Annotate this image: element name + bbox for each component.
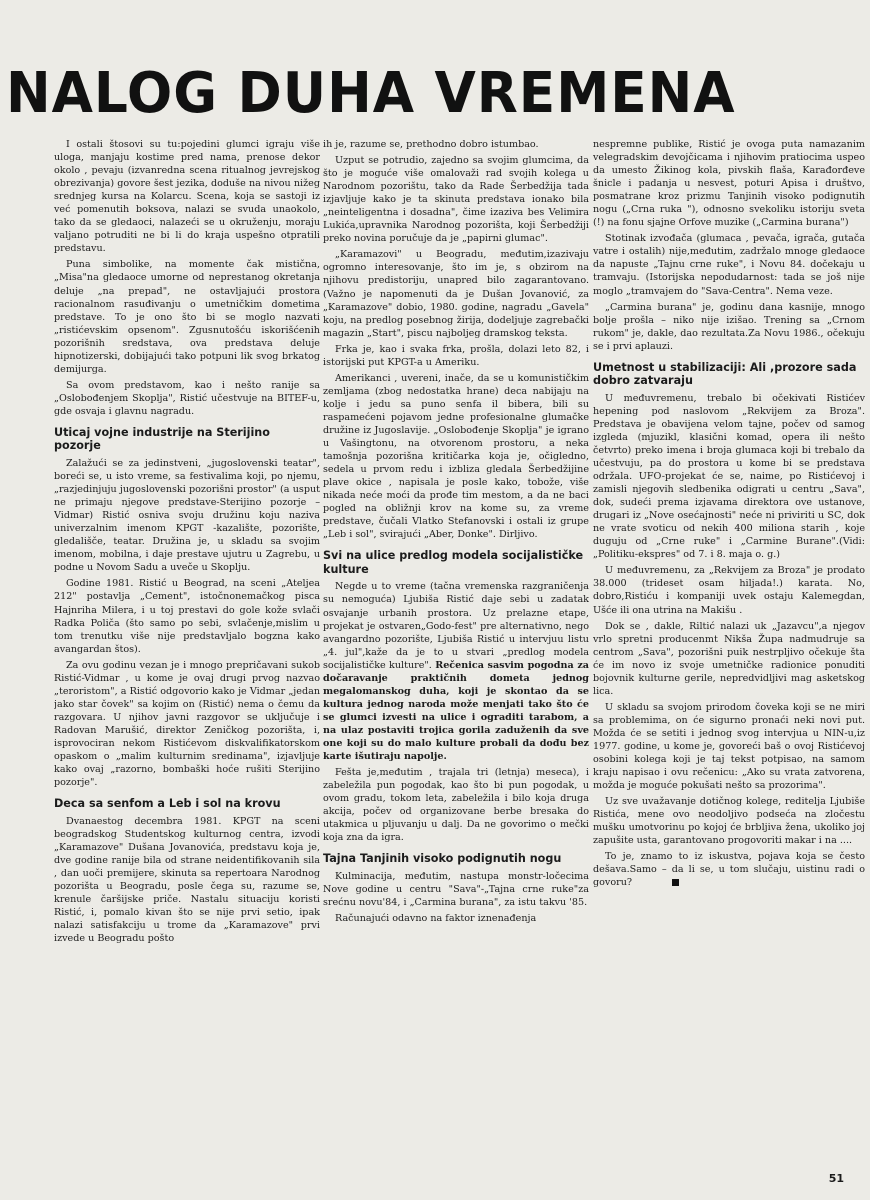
column-2 bbox=[323, 138, 589, 1178]
paragraph: „Karamazovi" u Beogradu, međutim,izazivaju ogromno interesovanje, što im je, s obzirom na njihovu predistoriju, unapred bilo zagarantovano. (Važno je napomenuti da je Dušan Jovanović, za „Karamazove" dobio, 1980. godine, nagradu „Gavela" koju, na predlog posebnog žirija, dodeljuje zagrebački magazin „Start", piscu najboljeg dramskog teksta. bbox=[323, 249, 589, 339]
paragraph: ih je, razume se, prethodno dobro istumbao. bbox=[323, 139, 539, 150]
paragraph: Računajući odavno na faktor iznenađenja bbox=[335, 912, 537, 924]
section-heading: Deca sa senfom a Leb i sol na krovu bbox=[54, 797, 281, 811]
paragraph: Godine 1981. Ristić u Beograd, na sceni „Ateljea 212" postavlja „Cement", istočnonemačkog pisca Hajnriha Milera, i u toj prestavi do gole kože svlači Radka Poliča (što samo po sebi, svlačenje,mislim u tom trenutku više nije predstavljalo bogzna kako avangardan štos). bbox=[54, 578, 320, 655]
paragraph: Dok se , dakle, Riltić nalazi uk „Jazavcu",a njegov vrlo spretni producenmt Nikša Župa nadmudruje sa centrom „Sava", pozorišni puik nestrpljivo očekuje šta će im novo iz svoje umetničke radionice ponuditi bojovnik kulturne gerile, nepredvidljivi mag asketskog lica. bbox=[593, 620, 865, 697]
paragraph: Stotinak izvođača (glumaca , pevača, igrača, gutača vatre i ostalih) nije,međutim, zadržalo mnoge gledaoce da napuste „Tajnu crne ruke", i Novu 84. dočekaju u tramvaju. (Istorijska nepodudarnost: tada se još nije moglo „tramvajem do "Sava-Centra". Nema veze. bbox=[593, 233, 865, 297]
paragraph: I ostali štosovi su tu:pojedini glumci igraju više uloga, manjaju kostime pred nama, prenose dekor okolo , pevaju (izvanredna scena ritualnog jevrejskog obrezivanja) govore šest jezika, doduše na nivou nižeg srednjeg kursa na Kolarcu. Scena, koja se sastoji iz već pomenutih boksova, nalazi se svuda unaokolo, tako da se gledaoci, nalazeći se u okruženju, moraju valjano potruditi ne bi li do kraja uspešno otpratili predstavu. bbox=[54, 139, 320, 255]
paragraph: Za ovu godinu vezan je i mnogo prepričavani sukob Ristić-Vidmar , u kome je ovaj drugi prvog nazvao „teroristom", a Ristić odgovorio kako je Vidmar „jedan jako star čovek" sa kojim on (Ristić) nema o čemu da razgovara. U njihov javni razgovor se uključuje i Radovan Marušić, direktor Zeničkog pozorišta, i, isprovociran nekom Ristićevom diskvalifikatorskom opaskom o „malim kulturnim sredinama", izjavljuje kako ovaj „razorno, bombaški hoće rušiti Sterijino pozorje". bbox=[54, 659, 320, 789]
paragraph: Sa ovom predstavom, kao i nešto ranije sa „Oslobođenjem Skoplja", Ristić učestvuje na BITEF-u, gde osvaja i glavnu nagradu. bbox=[54, 379, 320, 417]
paragraph: nespremne publike, Ristić je ovoga puta namazanim velegradskim devojčicama i njihovim pratiocima uspeo da umesto Žikinog kola, pivskih flaša, Karađorđeve šnicle i padanja u nesvest, poturi Apisa i društvo, posmatrane kroz prizmu Tanjinih visoko podignutih nogu („Crna ruka "), odnosno svekoliku istoriju sveta (!) na fonu sjajne Orfove muzike („Carmina burana") bbox=[593, 139, 865, 229]
article-headline: NALOG DUHA VREMENA bbox=[6, 61, 736, 126]
paragraph: Kulminacija, međutim, nastupa monstr-ločecima Nove godine u centru "Sava"-„Tajna crne ruke"za srećnu novu'84, i „Carmina burana", za istu takvu '85. bbox=[323, 870, 589, 908]
page-number: 51 bbox=[828, 1172, 844, 1185]
column-3 bbox=[593, 138, 865, 1178]
paragraph-text: To je, znamo to iz iskustva, pojava koja se često dešava.Samo – da li se, u tom slučaju, uistinu radi o govoru? bbox=[593, 851, 865, 889]
paragraph bbox=[323, 580, 589, 763]
paragraph: Zalažući se za jedinstveni, „jugoslovenski teatar", boreći se, u isto vreme, sa festivalima koji, po njemu, „razjedinjuju jugoslovenski pozorišni prostor" (a usput ne primaju njegove predstave-Sterijino pozorje – Vidmar) Ristić osniva svoju družinu koju naziva univerzalnim imenom KPGT -kazalište, pozorište, gledališče, teatar. Družina je, u skladu sa svojim imenom, mobilna, i daje prestave ujutru u Zagrebu, u podne u Novom Sadu a uveče u Skoplju. bbox=[54, 457, 320, 574]
paragraph bbox=[593, 850, 865, 889]
paragraph: „Carmina burana" je, godinu dana kasnije, mnogo bolje prošla – niko nije izišao. Trening sa „Crnom rukom" je, dakle, dao rezultata.Za Novu 1986., očekuju se i prvi aplauzi. bbox=[593, 301, 865, 352]
paragraph: U skladu sa svojom prirodom čoveka koji se ne miri sa problemima, on će sigurno pronaći neki novi put. Možda će se setiti i jednog svog intervjua u NIN-u,iz 1977. godine, u kome je, govoreći baš o ovoj Ristićevoj osobini kolega koji je taj tekst potpisao, na samom kraju napisao i ovu rečenicu: „Ako su vrata zatvorena, možda je moguće pokušati nešto sa prozorima". bbox=[593, 701, 865, 792]
section-heading: Uticaj vojne industrije na Sterijino pozorje bbox=[54, 425, 270, 453]
paragraph: Frka je, kao i svaka frka, prošla, dolazi leto 82, i istorijski put KPGT-a u Ameriku. bbox=[323, 343, 589, 368]
paragraph: Puna simbolike, na momente čak mistična, „Misa"na gledaoce umorne od neprestanog okretanja deluje „na prepad", ne ostavljajući prostora racionalnom rasuđivanju o umetničkim dometima predstave. To je ono što bi se moglo nazvati „ristićevskim opsenom". Zgusnutošću iskorišćenih pozorišnih sredstava, ova predstava deluje hipnotizerski, dobijajući tako potpuni lik svog brkatog demijurga. bbox=[54, 259, 320, 375]
column-1 bbox=[54, 138, 320, 1178]
section-heading: Tajna Tanjinih visoko podignutih nogu bbox=[323, 852, 562, 866]
paragraph: Uzput se potrudio, zajedno sa svojim glumcima, da što je moguće više omalovaži rad svojih kolega u Narodnom pozorištu, tako da Rade Šerbedžija tada izjavljuje kako je ta skinuta predstava ionako bila „neinteligentna i dosadna", čime izaziva bes Velimira Lukića,upravnika Narodnog pozorišta, koji Šerbedžiji preko novina poručuje da je „papirni glumac". bbox=[323, 155, 589, 245]
bold-passage: Rečenica sasvim pogodna za dočaravanje praktičnih dometa jednog megalomanskog duha, koji je skontao da se kultura jednog naroda može menjati tako što će se glumci izvesti na ulice i ograditi tarabom, a na ulaz postaviti trojica gorila zaduženih da sve one koji su do malo kulture probali da dođu bez karte išutiraju napolje. bbox=[323, 659, 589, 763]
paragraph: U međuvremenu, za „Rekvijem za Broza" je prodato 38.000 (trideset osam hiljada!.) karata. No, dobro,Ristiću i kompaniji uvek ostaju Kalemegdan, Ušće ili ona utrina na Makišu . bbox=[593, 565, 865, 616]
section-heading: Umetnost u stabilizaciji: Ali ,prozore sada dobro zatvaraju bbox=[593, 360, 857, 388]
paragraph: Fešta je,međutim , trajala tri (letnja) meseca), i zabeležila pun pogodak, kao što bi pun pogodak, u ovom gradu, tokom leta, zabeležila i bilo koja druga akcija, počev od organizovane berbe bresaka do utakmica u pljuvanju u dalj. Da ne govorimo o mečki koja zna da igra. bbox=[323, 767, 589, 844]
paragraph: Amerikanci , uvereni, inače, da se u komunističkim zemljama (zbog nedostatka hrane) deca nabijaju na kolje i jedu sa puno senfa il bibera, bili su raspamećeni pojavom jedne profesionalne glumačke družine iz Jugoslavije. „Oslobođenje Skoplja" je igrano u Vašingtonu, na otvorenom prostoru, a neka tamošnja pozorišna kritičarka koja je, očigledno, sedela u prvom redu i izbliza gledala Šerbedžijine plave okice , napisala je posle kako, tobože, više nikada neće moći da prođe tim mestom, a da ne baci pogled na obližnji krov na kome su, za vreme predstave, čučali Vlatko Stefanovski i ostali iz grupe „Leb i sol", svirajući „Aber, Donke". Dirljivo. bbox=[323, 372, 589, 541]
paragraph: Dvanaestog decembra 1981. KPGT na sceni beogradskog Studentskog kulturnog centra, izvodi „Karamazove" Dušana Jovanovića, predstavu koja je, dve godine ranije bila od strane neidentifikovanih sila , dan uoči premijere, skinuta sa repertoara Narodnog pozorišta u Beogradu, posle čega su, razume se, krenule čaršijske priče. Nastalu situaciju koristi Ristić, i, pomalo kivan što se nije prvi setio, ipak nalazi satisfakciju u trome da „Karamazove" prvi izvede u Beogradu pošto bbox=[54, 815, 320, 945]
paragraph-text: Negde u to vreme (tačna vremenska razgraničenja su nemoguća) Ljubiša Ristić daje sebi u zadatak osvajanje urbanih prostora. Uz prelazne etape, projekat je ostvaren„Godo-fest" pre alternativno, nego avangardno pozorište, Ljubiša Ristić u intervjuu listu „4. jul",kaže da je to u stvari „predlog modela socijalističke kulture". bbox=[323, 581, 589, 671]
paragraph: U međuvremenu, trebalo bi očekivati Ristićev hepening pod naslovom „Rekvijem za Broza". Predstava je obavijena velom tajne, počev od samog izgleda (mjuzikl, klasični komad, opera ili nešto četvrto) preko imena i broja glumaca koji bi trebalo da učestvuju, pa do prostora u kome bi se predstava održala. UFO-projekat će se, naime, po Ristićevoj i zamisli njegovih sledbenika odigrati u centru „Sava", dok, sudeći prema izjavama direktora ove ustanove, drugari iz „Nove osećajnosti" neće ni priviriti u SC, dok ne vrate svoticu od nekih 400 miliona starih , koje duguju od „Crne ruke" i „Carmine Burane".(Vidi: „Politiku-ekspres" od 7. i 8. maja o. g.) bbox=[593, 392, 865, 561]
section-heading: Svi na ulice predlog modela socijalističke kulture bbox=[323, 549, 584, 576]
end-of-article-square-icon bbox=[672, 879, 679, 886]
paragraph: Uz sve uvažavanje dotičnog kolege, reditelja Ljubiše Ristića, mene ovo neodoljivo podseća na zločestu mušku umotvorinu po kojoj će brbljiva žena, ukoliko joj zapušite usta, garantovano progovoriti makar i na .... bbox=[593, 796, 865, 847]
